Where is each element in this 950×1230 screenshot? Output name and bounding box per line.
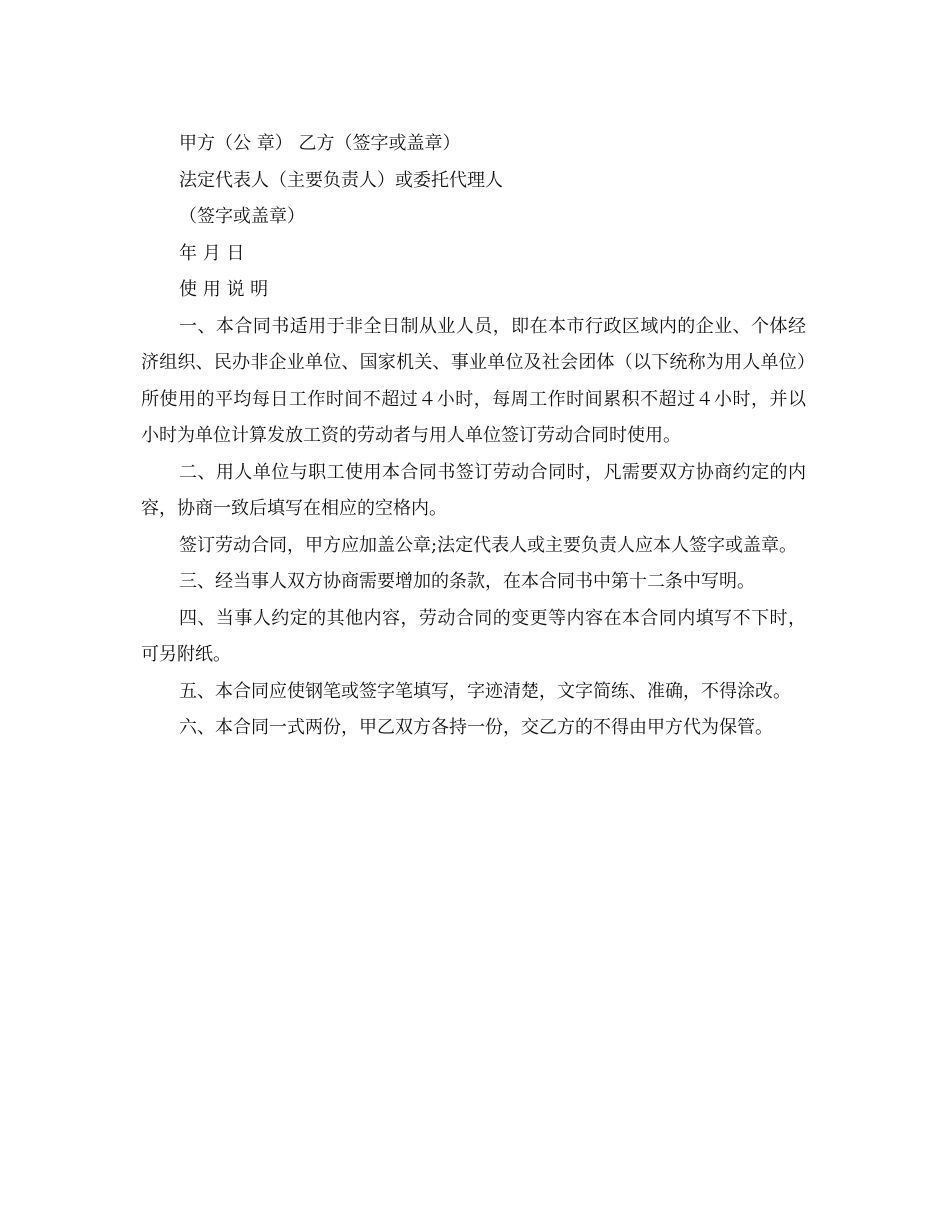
instruction-paragraph: 四、当事人约定的其他内容，劳动合同的变更等内容在本合同内填写不下时，可另附纸。 bbox=[141, 607, 806, 665]
party-signature-line: 甲方（公 章） 乙方（签字或盖章） bbox=[179, 133, 461, 154]
document-body bbox=[141, 126, 806, 747]
date-line: 年 月 日 bbox=[179, 242, 245, 264]
instruction-paragraph: 签订劳动合同，甲方应加盖公章;法定代表人或主要负责人应本人签字或盖章。 bbox=[179, 534, 798, 556]
instruction-paragraph: 三、经当事人双方协商需要增加的条款，在本合同书中第十二条中写明。 bbox=[179, 571, 755, 592]
instructions-heading: 使 用 说 明 bbox=[179, 279, 269, 300]
instruction-paragraph: 一、本合同书适用于非全日制从业人员，即在本市行政区域内的企业、个体经济组织、民办非企业单位、国家机关、事业单位及社会团体（以下统称为用人单位）所使用的平均每日工作时间不超过４小时，每周工作时间累积不超过４小时，并以小时为单位计算发放工资的劳动者与用人单位签订劳动合同时使用。 bbox=[141, 315, 806, 446]
instruction-paragraph: 二、用人单位与职工使用本合同书签订劳动合同时，凡需要双方协商约定的内容，协商一致后填写在相应的空格内。 bbox=[141, 461, 806, 519]
instruction-paragraph: 六、本合同一式两份，甲乙双方各持一份，交乙方的不得由甲方代为保管。 bbox=[179, 717, 773, 738]
instruction-paragraph: 五、本合同应使钢笔或签字笔填写，字迹清楚，文字简练、准确，不得涂改。 bbox=[179, 680, 791, 702]
representative-line: 法定代表人（主要负责人）或委托代理人 bbox=[179, 169, 503, 191]
sign-or-seal-line: （签字或盖章） bbox=[179, 206, 305, 227]
